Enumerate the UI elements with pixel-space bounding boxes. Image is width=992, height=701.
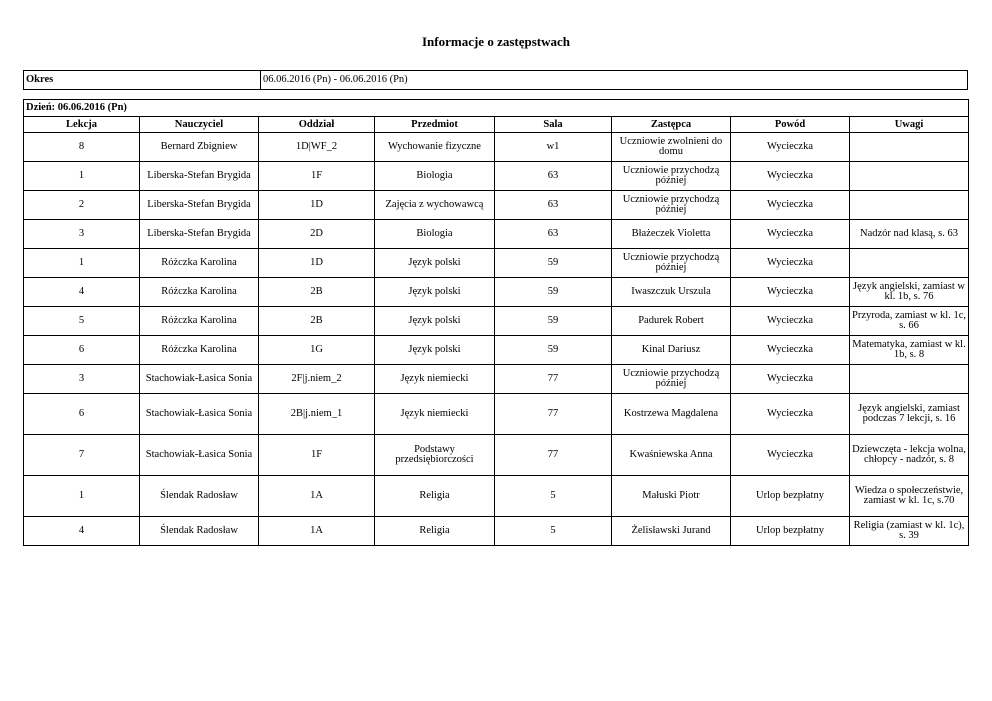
cell-oddzial: 2B bbox=[259, 278, 375, 307]
table-row bbox=[24, 278, 969, 307]
cell-oddzial: 2B bbox=[259, 307, 375, 336]
cell-nauczyciel: Liberska-Stefan Brygida bbox=[140, 220, 259, 249]
cell-uwagi: Język angielski, zamiast w kl. 1b, s. 76 bbox=[850, 278, 969, 307]
table-row bbox=[24, 191, 969, 220]
period-row bbox=[24, 71, 968, 90]
cell-zastepca: Kinal Dariusz bbox=[612, 336, 731, 365]
cell-lekcja: 3 bbox=[24, 365, 140, 394]
cell-lekcja: 1 bbox=[24, 249, 140, 278]
cell-powod: Wycieczka bbox=[731, 365, 850, 394]
cell-nauczyciel: Różczka Karolina bbox=[140, 278, 259, 307]
cell-uwagi bbox=[850, 133, 969, 162]
cell-sala: 59 bbox=[495, 249, 612, 278]
cell-powod: Urlop bezpłatny bbox=[731, 476, 850, 517]
table-row bbox=[24, 394, 969, 435]
cell-przedmiot: Język niemiecki bbox=[375, 394, 495, 435]
cell-zastepca: Uczniowie przychodzą później bbox=[612, 191, 731, 220]
table-row bbox=[24, 249, 969, 278]
cell-sala: 59 bbox=[495, 336, 612, 365]
table-row bbox=[24, 133, 969, 162]
cell-oddzial: 1F bbox=[259, 162, 375, 191]
cell-uwagi: Język angielski, zamiast podczas 7 lekcji, s. 16 bbox=[850, 394, 969, 435]
cell-sala: 77 bbox=[495, 435, 612, 476]
cell-oddzial: 1A bbox=[259, 476, 375, 517]
column-header-oddzial: Oddział bbox=[259, 117, 375, 133]
cell-zastepca: Kostrzewa Magdalena bbox=[612, 394, 731, 435]
column-header-zastepca: Zastępca bbox=[612, 117, 731, 133]
cell-lekcja: 6 bbox=[24, 336, 140, 365]
cell-powod: Wycieczka bbox=[731, 162, 850, 191]
cell-uwagi: Przyroda, zamiast w kl. 1c, s. 66 bbox=[850, 307, 969, 336]
cell-lekcja: 1 bbox=[24, 476, 140, 517]
cell-przedmiot: Religia bbox=[375, 476, 495, 517]
cell-powod: Wycieczka bbox=[731, 394, 850, 435]
cell-przedmiot: Wychowanie fizyczne bbox=[375, 133, 495, 162]
table-row bbox=[24, 336, 969, 365]
table-row bbox=[24, 220, 969, 249]
substitutions-table bbox=[23, 99, 969, 546]
period-value: 06.06.2016 (Pn) - 06.06.2016 (Pn) bbox=[261, 71, 968, 90]
table-row bbox=[24, 307, 969, 336]
cell-oddzial: 1D|WF_2 bbox=[259, 133, 375, 162]
cell-lekcja: 3 bbox=[24, 220, 140, 249]
cell-sala: 63 bbox=[495, 191, 612, 220]
column-header-powod: Powód bbox=[731, 117, 850, 133]
cell-powod: Wycieczka bbox=[731, 278, 850, 307]
cell-lekcja: 8 bbox=[24, 133, 140, 162]
period-label: Okres bbox=[24, 71, 261, 90]
cell-uwagi: Nadzór nad klasą, s. 63 bbox=[850, 220, 969, 249]
cell-przedmiot: Język polski bbox=[375, 336, 495, 365]
cell-powod: Wycieczka bbox=[731, 191, 850, 220]
cell-nauczyciel: Bernard Zbigniew bbox=[140, 133, 259, 162]
cell-sala: w1 bbox=[495, 133, 612, 162]
day-header: Dzień: 06.06.2016 (Pn) bbox=[24, 100, 969, 117]
cell-przedmiot: Język polski bbox=[375, 278, 495, 307]
cell-powod: Wycieczka bbox=[731, 435, 850, 476]
cell-sala: 5 bbox=[495, 476, 612, 517]
cell-sala: 63 bbox=[495, 220, 612, 249]
cell-zastepca: Kwaśniewska Anna bbox=[612, 435, 731, 476]
cell-zastepca: Uczniowie przychodzą później bbox=[612, 249, 731, 278]
cell-sala: 63 bbox=[495, 162, 612, 191]
cell-lekcja: 4 bbox=[24, 517, 140, 546]
cell-przedmiot: Biologia bbox=[375, 220, 495, 249]
cell-lekcja: 2 bbox=[24, 191, 140, 220]
day-header-row bbox=[24, 100, 969, 117]
table-row bbox=[24, 162, 969, 191]
cell-nauczyciel: Różczka Karolina bbox=[140, 249, 259, 278]
cell-sala: 77 bbox=[495, 365, 612, 394]
cell-sala: 5 bbox=[495, 517, 612, 546]
cell-uwagi bbox=[850, 162, 969, 191]
cell-zastepca: Uczniowie przychodzą później bbox=[612, 365, 731, 394]
cell-lekcja: 1 bbox=[24, 162, 140, 191]
cell-zastepca: Uczniowie zwolnieni do domu bbox=[612, 133, 731, 162]
column-header-nauczyciel: Nauczyciel bbox=[140, 117, 259, 133]
column-header-sala: Sala bbox=[495, 117, 612, 133]
cell-powod: Wycieczka bbox=[731, 220, 850, 249]
cell-przedmiot: Język niemiecki bbox=[375, 365, 495, 394]
table-row bbox=[24, 365, 969, 394]
cell-sala: 59 bbox=[495, 278, 612, 307]
period-table bbox=[23, 70, 968, 90]
cell-zastepca: Padurek Robert bbox=[612, 307, 731, 336]
cell-uwagi bbox=[850, 249, 969, 278]
cell-uwagi bbox=[850, 365, 969, 394]
column-header-uwagi: Uwagi bbox=[850, 117, 969, 133]
cell-zastepca: Małuski Piotr bbox=[612, 476, 731, 517]
cell-sala: 77 bbox=[495, 394, 612, 435]
cell-przedmiot: Język polski bbox=[375, 249, 495, 278]
cell-powod: Wycieczka bbox=[731, 336, 850, 365]
column-header-row bbox=[24, 117, 969, 133]
cell-nauczyciel: Liberska-Stefan Brygida bbox=[140, 162, 259, 191]
cell-przedmiot: Podstawy przedsiębiorczości bbox=[375, 435, 495, 476]
cell-powod: Urlop bezpłatny bbox=[731, 517, 850, 546]
cell-nauczyciel: Stachowiak-Łasica Sonia bbox=[140, 365, 259, 394]
cell-przedmiot: Zajęcia z wychowawcą bbox=[375, 191, 495, 220]
cell-powod: Wycieczka bbox=[731, 133, 850, 162]
cell-nauczyciel: Ślendak Radosław bbox=[140, 476, 259, 517]
cell-nauczyciel: Stachowiak-Łasica Sonia bbox=[140, 394, 259, 435]
cell-przedmiot: Religia bbox=[375, 517, 495, 546]
cell-uwagi: Wiedza o społeczeństwie, zamiast w kl. 1c, s.70 bbox=[850, 476, 969, 517]
cell-oddzial: 1F bbox=[259, 435, 375, 476]
column-header-lekcja: Lekcja bbox=[24, 117, 140, 133]
cell-uwagi: Matematyka, zamiast w kl. 1b, s. 8 bbox=[850, 336, 969, 365]
cell-nauczyciel: Różczka Karolina bbox=[140, 307, 259, 336]
cell-nauczyciel: Liberska-Stefan Brygida bbox=[140, 191, 259, 220]
cell-lekcja: 4 bbox=[24, 278, 140, 307]
cell-oddzial: 2D bbox=[259, 220, 375, 249]
cell-lekcja: 5 bbox=[24, 307, 140, 336]
cell-uwagi bbox=[850, 191, 969, 220]
cell-zastepca: Błażeczek Violetta bbox=[612, 220, 731, 249]
cell-uwagi: Dziewczęta - lekcja wolna, chłopcy - nadzór, s. 8 bbox=[850, 435, 969, 476]
table-row bbox=[24, 476, 969, 517]
cell-powod: Wycieczka bbox=[731, 249, 850, 278]
cell-lekcja: 7 bbox=[24, 435, 140, 476]
cell-przedmiot: Język polski bbox=[375, 307, 495, 336]
cell-zastepca: Iwaszczuk Urszula bbox=[612, 278, 731, 307]
cell-oddzial: 1D bbox=[259, 191, 375, 220]
cell-nauczyciel: Różczka Karolina bbox=[140, 336, 259, 365]
cell-powod: Wycieczka bbox=[731, 307, 850, 336]
cell-oddzial: 2B|j.niem_1 bbox=[259, 394, 375, 435]
table-row bbox=[24, 517, 969, 546]
cell-oddzial: 1G bbox=[259, 336, 375, 365]
cell-oddzial: 1D bbox=[259, 249, 375, 278]
cell-zastepca: Uczniowie przychodzą później bbox=[612, 162, 731, 191]
cell-sala: 59 bbox=[495, 307, 612, 336]
cell-przedmiot: Biologia bbox=[375, 162, 495, 191]
cell-lekcja: 6 bbox=[24, 394, 140, 435]
page-title: Informacje o zastępstwach bbox=[421, 34, 571, 49]
table-row bbox=[24, 435, 969, 476]
cell-nauczyciel: Ślendak Radosław bbox=[140, 517, 259, 546]
cell-uwagi: Religia (zamiast w kl. 1c), s. 39 bbox=[850, 517, 969, 546]
cell-oddzial: 2F|j.niem_2 bbox=[259, 365, 375, 394]
cell-zastepca: Żelisławski Jurand bbox=[612, 517, 731, 546]
column-header-przedmiot: Przedmiot bbox=[375, 117, 495, 133]
cell-nauczyciel: Stachowiak-Łasica Sonia bbox=[140, 435, 259, 476]
cell-oddzial: 1A bbox=[259, 517, 375, 546]
